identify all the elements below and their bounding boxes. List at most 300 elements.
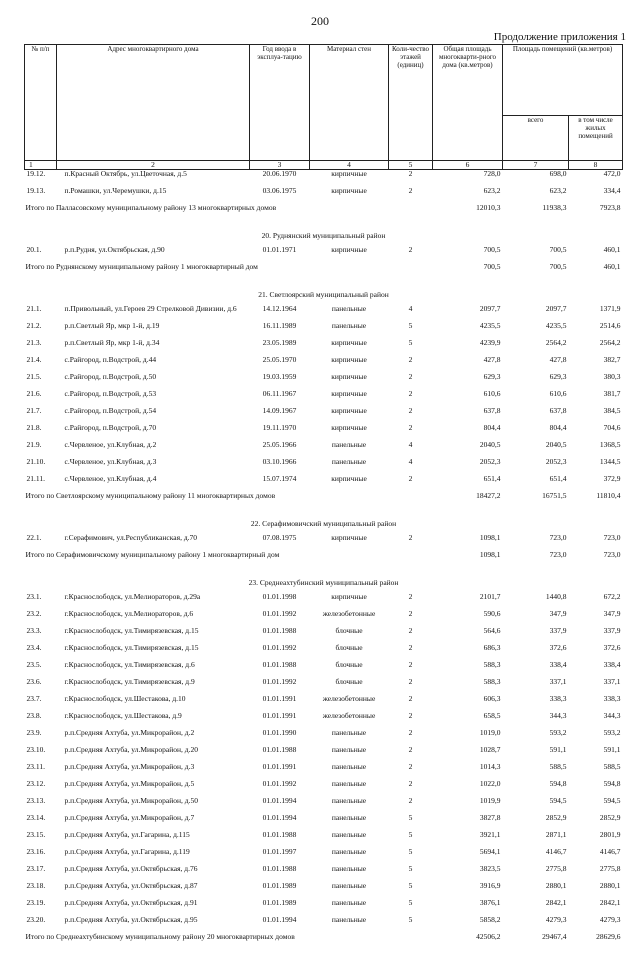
table-row bbox=[25, 899, 623, 916]
row-walls: кирпичные bbox=[310, 475, 389, 492]
row-premises-all: 723,0 bbox=[503, 534, 569, 551]
row-premises-all: 427,8 bbox=[503, 356, 569, 373]
row-walls: панельные bbox=[310, 899, 389, 916]
row-address: г.Краснослободск, ул.Тимирязевская, д.15 bbox=[57, 644, 250, 661]
row-address: р.п.Средняя Ахтуба, ул.Микрорайон, д.50 bbox=[57, 797, 250, 814]
row-premises-residential: 338,3 bbox=[569, 695, 623, 712]
row-year: 01.01.1994 bbox=[250, 916, 310, 933]
row-premises-all: 337,9 bbox=[503, 627, 569, 644]
row-walls: кирпичные bbox=[310, 246, 389, 263]
row-floors: 5 bbox=[389, 848, 433, 865]
row-premises-residential: 2564,2 bbox=[569, 339, 623, 356]
row-premises-residential: 338,4 bbox=[569, 661, 623, 678]
row-total-area: 427,8 bbox=[433, 356, 503, 373]
row-walls: панельные bbox=[310, 831, 389, 848]
district-title: 20. Руднянский муниципальный район bbox=[25, 226, 623, 240]
row-premises-residential: 4146,7 bbox=[569, 848, 623, 865]
row-premises-residential: 347,9 bbox=[569, 610, 623, 627]
row-year: 01.01.1992 bbox=[250, 644, 310, 661]
row-premises-residential: 588,5 bbox=[569, 763, 623, 780]
row-year: 01.01.1994 bbox=[250, 814, 310, 831]
header-address: Адрес многоквартирного дома bbox=[57, 45, 250, 161]
row-premises-all: 804,4 bbox=[503, 424, 569, 441]
row-year: 01.01.1971 bbox=[250, 246, 310, 263]
row-total-area: 3916,9 bbox=[433, 882, 503, 899]
row-total-area: 700,5 bbox=[433, 246, 503, 263]
row-address: г.Краснослободск, ул.Тимирязевская, д.9 bbox=[57, 678, 250, 695]
total-premises-all: 29467,4 bbox=[503, 933, 569, 955]
row-floors: 4 bbox=[389, 305, 433, 322]
row-total-area: 629,3 bbox=[433, 373, 503, 390]
table-row bbox=[25, 916, 623, 933]
row-premises-all: 629,3 bbox=[503, 373, 569, 390]
total-label: Итого по Светлоярскому муниципальному району 11 многоквартирных домов bbox=[25, 492, 433, 514]
row-premises-residential: 594,5 bbox=[569, 797, 623, 814]
total-premises-residential: 28629,6 bbox=[569, 933, 623, 955]
row-year: 01.01.1988 bbox=[250, 831, 310, 848]
row-premises-residential: 334,4 bbox=[569, 187, 623, 204]
row-walls: блочные bbox=[310, 627, 389, 644]
table-row bbox=[25, 187, 623, 204]
row-total-area: 637,8 bbox=[433, 407, 503, 424]
table-row bbox=[25, 848, 623, 865]
row-year: 01.01.1991 bbox=[250, 763, 310, 780]
row-number: 23.20. bbox=[25, 916, 57, 933]
total-area: 1098,1 bbox=[433, 551, 503, 573]
table-row bbox=[25, 407, 623, 424]
total-area: 700,5 bbox=[433, 263, 503, 285]
row-floors: 2 bbox=[389, 627, 433, 644]
row-premises-residential: 460,1 bbox=[569, 246, 623, 263]
row-total-area: 2052,3 bbox=[433, 458, 503, 475]
district-total-row bbox=[25, 492, 623, 514]
row-address: с.Червленое, ул.Клубная, д.3 bbox=[57, 458, 250, 475]
row-year: 01.01.1988 bbox=[250, 746, 310, 763]
table-row bbox=[25, 305, 623, 322]
row-walls: панельные bbox=[310, 882, 389, 899]
row-premises-all: 344,3 bbox=[503, 712, 569, 729]
row-walls: панельные bbox=[310, 763, 389, 780]
district-title: 23. Среднеахтубинский муниципальный район bbox=[25, 573, 623, 587]
row-total-area: 728,0 bbox=[433, 170, 503, 188]
row-walls: кирпичные bbox=[310, 187, 389, 204]
row-year: 19.03.1959 bbox=[250, 373, 310, 390]
district-total-row bbox=[25, 933, 623, 955]
total-label: Итого по Среднеахтубинскому муниципальному району 20 многоквартирных домов bbox=[25, 933, 433, 955]
row-total-area: 1098,1 bbox=[433, 534, 503, 551]
header-floors: Коли-чество этажей (единиц) bbox=[389, 45, 433, 161]
row-premises-all: 4146,7 bbox=[503, 848, 569, 865]
header-col-number: 5 bbox=[389, 161, 433, 170]
district-heading bbox=[25, 226, 623, 240]
row-premises-residential: 344,3 bbox=[569, 712, 623, 729]
row-year: 03.10.1966 bbox=[250, 458, 310, 475]
row-premises-all: 2842,1 bbox=[503, 899, 569, 916]
row-year: 07.08.1975 bbox=[250, 534, 310, 551]
row-floors: 2 bbox=[389, 246, 433, 263]
row-number: 21.2. bbox=[25, 322, 57, 339]
total-area: 18427,2 bbox=[433, 492, 503, 514]
row-walls: кирпичные bbox=[310, 390, 389, 407]
row-total-area: 3876,1 bbox=[433, 899, 503, 916]
row-number: 23.15. bbox=[25, 831, 57, 848]
row-premises-residential: 593,2 bbox=[569, 729, 623, 746]
table-row bbox=[25, 322, 623, 339]
row-walls: панельные bbox=[310, 797, 389, 814]
row-year: 20.06.1970 bbox=[250, 170, 310, 188]
header-all: всего bbox=[503, 116, 569, 161]
row-number: 23.1. bbox=[25, 593, 57, 610]
district-heading bbox=[25, 573, 623, 587]
row-year: 14.12.1964 bbox=[250, 305, 310, 322]
row-address: с.Райгород, п.Водстрой, д.44 bbox=[57, 356, 250, 373]
row-premises-residential: 704,6 bbox=[569, 424, 623, 441]
row-premises-all: 2871,1 bbox=[503, 831, 569, 848]
row-total-area: 658,5 bbox=[433, 712, 503, 729]
header-premises: Площадь помещений (кв.метров) bbox=[503, 45, 623, 116]
row-year: 25.05.1966 bbox=[250, 441, 310, 458]
table-row bbox=[25, 610, 623, 627]
row-total-area: 590,6 bbox=[433, 610, 503, 627]
table-row bbox=[25, 644, 623, 661]
row-total-area: 4235,5 bbox=[433, 322, 503, 339]
row-premises-residential: 4279,3 bbox=[569, 916, 623, 933]
row-premises-residential: 2880,1 bbox=[569, 882, 623, 899]
table-row bbox=[25, 458, 623, 475]
table-row bbox=[25, 882, 623, 899]
row-premises-all: 2775,8 bbox=[503, 865, 569, 882]
row-year: 03.06.1975 bbox=[250, 187, 310, 204]
row-number: 23.2. bbox=[25, 610, 57, 627]
row-address: р.п.Средняя Ахтуба, ул.Микрорайон, д.7 bbox=[57, 814, 250, 831]
row-floors: 2 bbox=[389, 746, 433, 763]
row-number: 21.7. bbox=[25, 407, 57, 424]
row-year: 01.01.1997 bbox=[250, 848, 310, 865]
row-walls: панельные bbox=[310, 780, 389, 797]
row-number: 23.12. bbox=[25, 780, 57, 797]
row-total-area: 1019,9 bbox=[433, 797, 503, 814]
row-number: 23.8. bbox=[25, 712, 57, 729]
row-address: г.Краснослободск, ул.Шестакова, д.10 bbox=[57, 695, 250, 712]
row-premises-residential: 372,6 bbox=[569, 644, 623, 661]
table-row bbox=[25, 780, 623, 797]
row-walls: кирпичные bbox=[310, 373, 389, 390]
row-number: 22.1. bbox=[25, 534, 57, 551]
row-total-area: 564,6 bbox=[433, 627, 503, 644]
district-total-row bbox=[25, 204, 623, 226]
row-floors: 2 bbox=[389, 610, 433, 627]
total-premises-all: 700,5 bbox=[503, 263, 569, 285]
header-col-number: 2 bbox=[57, 161, 250, 170]
row-address: р.п.Средняя Ахтуба, ул.Октябрьская, д.95 bbox=[57, 916, 250, 933]
row-floors: 2 bbox=[389, 695, 433, 712]
row-floors: 5 bbox=[389, 899, 433, 916]
row-walls: кирпичные bbox=[310, 339, 389, 356]
row-year: 01.01.1988 bbox=[250, 865, 310, 882]
header-residential: в том числе жилых помещений bbox=[569, 116, 623, 161]
row-premises-residential: 2852,9 bbox=[569, 814, 623, 831]
row-address: с.Райгород, п.Водстрой, д.54 bbox=[57, 407, 250, 424]
row-address: р.п.Средняя Ахтуба, ул.Гагарина, д.119 bbox=[57, 848, 250, 865]
district-heading bbox=[25, 285, 623, 299]
row-address: п.Красный Октябрь, ул.Цветочная, д.5 bbox=[57, 170, 250, 188]
row-address: с.Червленое, ул.Клубная, д.4 bbox=[57, 475, 250, 492]
row-year: 01.01.1992 bbox=[250, 780, 310, 797]
row-address: г.Краснослободск, ул.Мелиораторов, д.6 bbox=[57, 610, 250, 627]
row-total-area: 651,4 bbox=[433, 475, 503, 492]
row-floors: 2 bbox=[389, 373, 433, 390]
row-number: 21.1. bbox=[25, 305, 57, 322]
row-walls: панельные bbox=[310, 848, 389, 865]
row-premises-residential: 380,3 bbox=[569, 373, 623, 390]
row-premises-residential: 382,7 bbox=[569, 356, 623, 373]
row-total-area: 588,3 bbox=[433, 678, 503, 695]
row-premises-all: 623,2 bbox=[503, 187, 569, 204]
row-premises-residential: 1368,5 bbox=[569, 441, 623, 458]
header-total-area: Общая площадь многокварти-рного дома (кв.метров) bbox=[433, 45, 503, 161]
row-number: 19.13. bbox=[25, 187, 57, 204]
table-row bbox=[25, 390, 623, 407]
row-total-area: 606,3 bbox=[433, 695, 503, 712]
row-number: 23.17. bbox=[25, 865, 57, 882]
row-premises-all: 2852,9 bbox=[503, 814, 569, 831]
header-col-number: 3 bbox=[250, 161, 310, 170]
row-premises-residential: 723,0 bbox=[569, 534, 623, 551]
row-premises-all: 610,6 bbox=[503, 390, 569, 407]
table-row bbox=[25, 729, 623, 746]
total-label: Итого по Руднянскому муниципальному району 1 многоквартирный дом bbox=[25, 263, 433, 285]
header-col-number: 1 bbox=[25, 161, 57, 170]
header-walls: Материал стен bbox=[310, 45, 389, 161]
row-number: 23.7. bbox=[25, 695, 57, 712]
row-address: р.п.Средняя Ахтуба, ул.Микрорайон, д.5 bbox=[57, 780, 250, 797]
row-premises-residential: 381,7 bbox=[569, 390, 623, 407]
table-row bbox=[25, 814, 623, 831]
row-number: 19.12. bbox=[25, 170, 57, 188]
row-total-area: 3827,8 bbox=[433, 814, 503, 831]
table-row bbox=[25, 712, 623, 729]
row-premises-residential: 472,0 bbox=[569, 170, 623, 188]
row-premises-all: 2880,1 bbox=[503, 882, 569, 899]
row-year: 16.11.1989 bbox=[250, 322, 310, 339]
row-floors: 2 bbox=[389, 712, 433, 729]
row-year: 01.01.1991 bbox=[250, 712, 310, 729]
total-label: Итого по Палласовскому муниципальному району 13 многоквартирных домов bbox=[25, 204, 433, 226]
row-year: 14.09.1967 bbox=[250, 407, 310, 424]
row-walls: панельные bbox=[310, 814, 389, 831]
row-premises-residential: 672,2 bbox=[569, 593, 623, 610]
row-premises-all: 588,5 bbox=[503, 763, 569, 780]
table-row bbox=[25, 797, 623, 814]
row-premises-residential: 2842,1 bbox=[569, 899, 623, 916]
row-number: 21.4. bbox=[25, 356, 57, 373]
row-number: 21.10. bbox=[25, 458, 57, 475]
row-floors: 2 bbox=[389, 729, 433, 746]
row-address: п.Ромашки, ул.Черемушки, д.15 bbox=[57, 187, 250, 204]
row-walls: кирпичные bbox=[310, 407, 389, 424]
row-premises-all: 2040,5 bbox=[503, 441, 569, 458]
total-premises-all: 11938,3 bbox=[503, 204, 569, 226]
row-address: р.п.Светлый Яр, мкр 1-й, д.34 bbox=[57, 339, 250, 356]
row-address: р.п.Рудня, ул.Октябрьская, д.90 bbox=[57, 246, 250, 263]
row-floors: 5 bbox=[389, 882, 433, 899]
row-walls: блочные bbox=[310, 644, 389, 661]
table-header bbox=[25, 45, 623, 170]
row-walls: панельные bbox=[310, 458, 389, 475]
row-total-area: 588,3 bbox=[433, 661, 503, 678]
row-floors: 5 bbox=[389, 339, 433, 356]
total-premises-residential: 460,1 bbox=[569, 263, 623, 285]
row-address: р.п.Средняя Ахтуба, ул.Октябрьская, д.91 bbox=[57, 899, 250, 916]
district-title: 22. Серафимовичский муниципальный район bbox=[25, 514, 623, 528]
row-floors: 5 bbox=[389, 814, 433, 831]
row-floors: 2 bbox=[389, 763, 433, 780]
row-premises-all: 2097,7 bbox=[503, 305, 569, 322]
row-total-area: 686,3 bbox=[433, 644, 503, 661]
row-walls: панельные bbox=[310, 746, 389, 763]
row-number: 21.3. bbox=[25, 339, 57, 356]
row-walls: панельные bbox=[310, 322, 389, 339]
row-floors: 2 bbox=[389, 407, 433, 424]
row-floors: 2 bbox=[389, 678, 433, 695]
row-year: 06.11.1967 bbox=[250, 390, 310, 407]
row-walls: кирпичные bbox=[310, 170, 389, 188]
table-row bbox=[25, 695, 623, 712]
row-address: р.п.Средняя Ахтуба, ул.Микрорайон, д.20 bbox=[57, 746, 250, 763]
row-address: г.Краснослободск, ул.Тимирязевская, д.15 bbox=[57, 627, 250, 644]
row-total-area: 1019,0 bbox=[433, 729, 503, 746]
row-premises-all: 651,4 bbox=[503, 475, 569, 492]
row-year: 01.01.1992 bbox=[250, 610, 310, 627]
header-col-number: 8 bbox=[569, 161, 623, 170]
row-floors: 2 bbox=[389, 644, 433, 661]
district-total-row bbox=[25, 551, 623, 573]
table-row bbox=[25, 246, 623, 263]
row-walls: кирпичные bbox=[310, 424, 389, 441]
row-address: р.п.Средняя Ахтуба, ул.Октябрьская, д.76 bbox=[57, 865, 250, 882]
row-number: 23.10. bbox=[25, 746, 57, 763]
row-year: 01.01.1989 bbox=[250, 882, 310, 899]
row-premises-residential: 2514,6 bbox=[569, 322, 623, 339]
row-address: р.п.Средняя Ахтуба, ул.Гагарина, д.115 bbox=[57, 831, 250, 848]
table-row bbox=[25, 534, 623, 551]
row-premises-all: 372,6 bbox=[503, 644, 569, 661]
row-address: г.Серафимович, ул.Республиканская, д.70 bbox=[57, 534, 250, 551]
row-total-area: 623,2 bbox=[433, 187, 503, 204]
row-walls: кирпичные bbox=[310, 356, 389, 373]
row-year: 01.01.1992 bbox=[250, 678, 310, 695]
table-row bbox=[25, 441, 623, 458]
row-year: 15.07.1974 bbox=[250, 475, 310, 492]
row-number: 23.6. bbox=[25, 678, 57, 695]
row-address: г.Краснослободск, ул.Шестакова, д.9 bbox=[57, 712, 250, 729]
row-floors: 2 bbox=[389, 797, 433, 814]
header-col-number: 4 bbox=[310, 161, 389, 170]
row-premises-residential: 591,1 bbox=[569, 746, 623, 763]
row-premises-all: 2564,2 bbox=[503, 339, 569, 356]
table-body bbox=[25, 170, 623, 955]
row-floors: 2 bbox=[389, 534, 433, 551]
row-floors: 2 bbox=[389, 593, 433, 610]
row-premises-residential: 372,9 bbox=[569, 475, 623, 492]
row-premises-all: 4235,5 bbox=[503, 322, 569, 339]
page-number: 200 bbox=[0, 14, 640, 29]
total-premises-residential: 7923,8 bbox=[569, 204, 623, 226]
row-premises-residential: 2775,8 bbox=[569, 865, 623, 882]
total-label: Итого по Серафимовичскому муниципальному району 1 многоквартирный дом bbox=[25, 551, 433, 573]
row-premises-all: 4279,3 bbox=[503, 916, 569, 933]
row-premises-all: 637,8 bbox=[503, 407, 569, 424]
row-walls: железобетонные bbox=[310, 610, 389, 627]
row-year: 19.11.1970 bbox=[250, 424, 310, 441]
total-premises-residential: 11810,4 bbox=[569, 492, 623, 514]
row-number: 21.9. bbox=[25, 441, 57, 458]
row-year: 01.01.1990 bbox=[250, 729, 310, 746]
header-no: № п/п bbox=[25, 45, 57, 161]
table-row bbox=[25, 865, 623, 882]
row-premises-all: 593,2 bbox=[503, 729, 569, 746]
row-address: р.п.Средняя Ахтуба, ул.Микрорайон, д.3 bbox=[57, 763, 250, 780]
row-floors: 5 bbox=[389, 322, 433, 339]
row-walls: панельные bbox=[310, 729, 389, 746]
row-walls: панельные bbox=[310, 441, 389, 458]
row-premises-residential: 337,9 bbox=[569, 627, 623, 644]
row-number: 23.18. bbox=[25, 882, 57, 899]
row-year: 01.01.1994 bbox=[250, 797, 310, 814]
row-address: р.п.Средняя Ахтуба, ул.Октябрьская, д.87 bbox=[57, 882, 250, 899]
total-area: 12010,3 bbox=[433, 204, 503, 226]
row-walls: кирпичные bbox=[310, 534, 389, 551]
table-row bbox=[25, 373, 623, 390]
row-premises-residential: 337,1 bbox=[569, 678, 623, 695]
row-total-area: 1022,0 bbox=[433, 780, 503, 797]
row-year: 01.01.1988 bbox=[250, 627, 310, 644]
row-floors: 2 bbox=[389, 390, 433, 407]
total-area: 42506,2 bbox=[433, 933, 503, 955]
row-walls: блочные bbox=[310, 678, 389, 695]
row-year: 01.01.1988 bbox=[250, 661, 310, 678]
row-number: 23.4. bbox=[25, 644, 57, 661]
total-premises-all: 16751,5 bbox=[503, 492, 569, 514]
row-floors: 2 bbox=[389, 424, 433, 441]
row-premises-residential: 1371,9 bbox=[569, 305, 623, 322]
row-floors: 2 bbox=[389, 356, 433, 373]
row-premises-all: 700,5 bbox=[503, 246, 569, 263]
row-floors: 5 bbox=[389, 865, 433, 882]
housing-table bbox=[24, 44, 623, 955]
row-total-area: 2040,5 bbox=[433, 441, 503, 458]
table-row bbox=[25, 678, 623, 695]
row-total-area: 5858,2 bbox=[433, 916, 503, 933]
table-row bbox=[25, 475, 623, 492]
table-row bbox=[25, 424, 623, 441]
row-floors: 2 bbox=[389, 661, 433, 678]
row-address: с.Червленое, ул.Клубная, д.2 bbox=[57, 441, 250, 458]
row-premises-residential: 594,8 bbox=[569, 780, 623, 797]
row-number: 21.5. bbox=[25, 373, 57, 390]
row-total-area: 5694,1 bbox=[433, 848, 503, 865]
row-address: р.п.Средняя Ахтуба, ул.Микрорайон, д.2 bbox=[57, 729, 250, 746]
table-row bbox=[25, 593, 623, 610]
row-premises-all: 338,3 bbox=[503, 695, 569, 712]
row-number: 20.1. bbox=[25, 246, 57, 263]
row-number: 21.8. bbox=[25, 424, 57, 441]
row-walls: панельные bbox=[310, 916, 389, 933]
row-floors: 4 bbox=[389, 441, 433, 458]
row-total-area: 2097,7 bbox=[433, 305, 503, 322]
district-total-row bbox=[25, 263, 623, 285]
row-premises-all: 698,0 bbox=[503, 170, 569, 188]
